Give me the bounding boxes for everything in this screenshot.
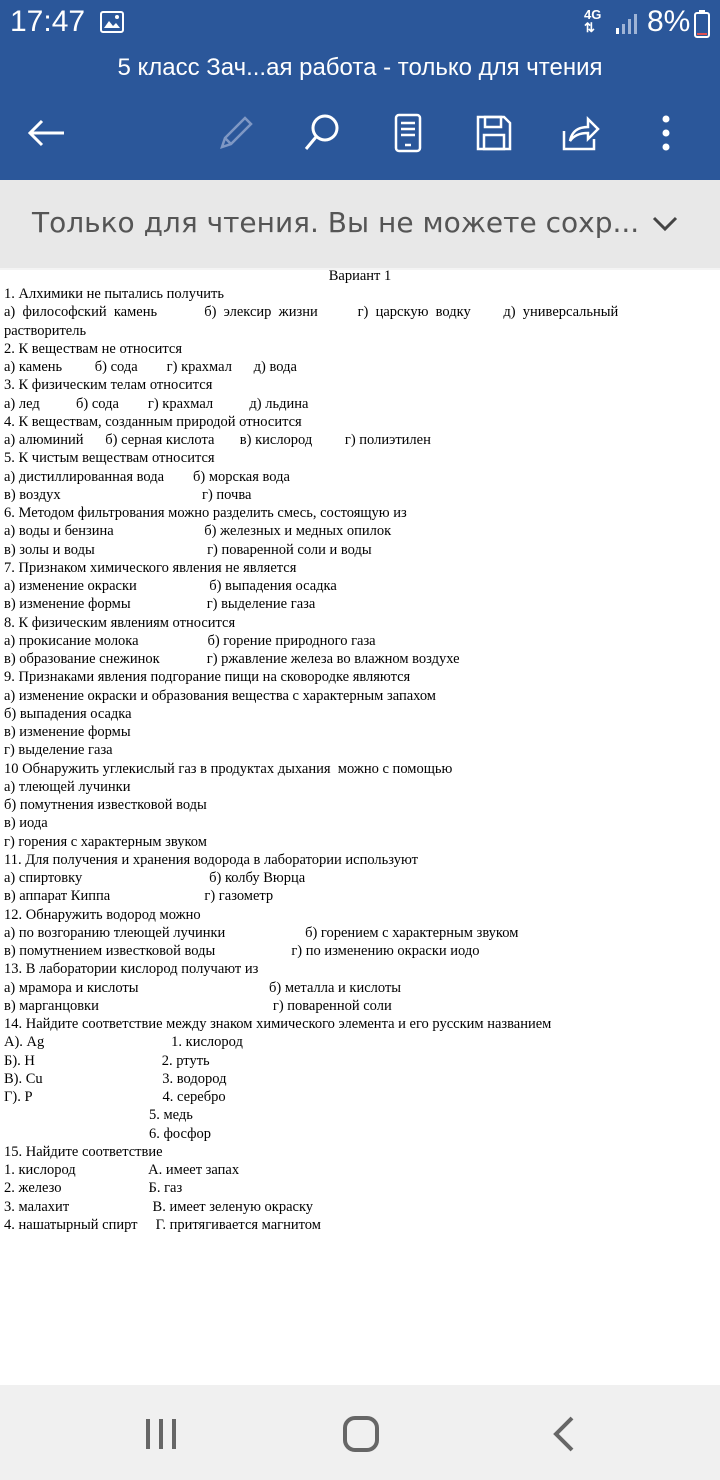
- document-line: 5. медь: [4, 1107, 193, 1124]
- network-type: 4G ⇅: [584, 7, 602, 35]
- document-page: [0, 270, 720, 1385]
- mobile-view-icon: [393, 113, 423, 153]
- back-arrow-icon: [26, 118, 66, 148]
- document-line: 9. Признаками явления подгорание пищи на сковородке являются: [4, 669, 411, 686]
- search-icon: [302, 113, 342, 153]
- network-label: 4G: [584, 7, 602, 22]
- banner-expand-button[interactable]: [648, 206, 682, 244]
- document-line: а) изменение окраски б) выпадения осадка: [4, 578, 337, 594]
- document-line: 6. фосфор: [4, 1125, 212, 1142]
- document-line: 5. К чистым веществам относится: [4, 450, 215, 467]
- banner-text: Только для чтения. Вы не можете сохр...: [32, 206, 640, 239]
- edit-button[interactable]: [212, 110, 260, 156]
- document-line: 14. Найдите соответствие между знаком химического элемента и его русским названием: [4, 1016, 552, 1032]
- document-line: А). Ag 1. кислород: [4, 1034, 243, 1051]
- more-options-button[interactable]: [642, 110, 690, 156]
- document-line: а) философский камень б) элексир жизни г) царскую водку д) универсальный: [4, 304, 619, 321]
- document-line: а) тлеющей лучинки: [4, 778, 131, 795]
- document-line: в) иода: [4, 815, 48, 832]
- document-line: 1. Алхимики не пытались получить: [4, 286, 224, 302]
- share-button[interactable]: [556, 110, 604, 156]
- document-line: а) мрамора и кислоты б) металла и кислоты: [4, 979, 402, 996]
- document-line: 4. К веществам, созданным природой относится: [4, 413, 302, 430]
- document-line: растворитель: [4, 322, 87, 339]
- home-icon: [342, 1415, 380, 1453]
- document-line: а) лед б) сода г) крахмал д) льдина: [4, 395, 309, 412]
- document-line: в) изменение формы: [4, 724, 131, 740]
- document-line: а) по возгоранию тлеющей лучинки б) горением с характерным звуком: [4, 924, 519, 941]
- document-line: в) аппарат Киппа г) газометр: [4, 888, 274, 905]
- pencil-icon: [216, 113, 256, 153]
- document-line: а) алюминий б) серная кислота в) кислород г) полиэтилен: [4, 432, 431, 448]
- document-line: а) воды и бензина б) железных и медных опилок: [4, 523, 392, 540]
- document-line: 13. В лаборатории кислород получают из: [4, 961, 259, 978]
- document-line: 7. Признаком химического явления не является: [4, 559, 297, 576]
- document-line: а) дистиллированная вода б) морская вода: [4, 468, 290, 485]
- back-nav-button[interactable]: [550, 1415, 580, 1457]
- document-line: 8. К физическим явлениям относится: [4, 614, 236, 631]
- document-line: 12. Обнаружить водород можно: [4, 906, 201, 923]
- document-line: 1. кислород А. имеет запах: [4, 1162, 240, 1178]
- document-line: а) изменение окраски и образования вещества с характерным запахом: [4, 687, 436, 704]
- document-line: в) изменение формы г) выделение газа: [4, 596, 316, 613]
- document-line: 2. К веществам не относится: [4, 340, 183, 357]
- document-line: 4. нашатырный спирт Г. притягивается магнитом: [4, 1216, 321, 1233]
- document-title: 5 класс Зач...ая работа - только для чтения: [117, 54, 603, 81]
- document-line: в) марганцовки г) поваренной соли: [4, 997, 392, 1014]
- gallery-notification-icon: [100, 11, 124, 37]
- signal-icon: [614, 12, 640, 40]
- recent-apps-icon: [138, 1417, 184, 1451]
- document-line: Г). P 4. серебро: [4, 1089, 226, 1105]
- document-line: а) прокисание молока б) горение природного газа: [4, 632, 376, 649]
- save-icon: [474, 113, 514, 153]
- document-line: В). Cu 3. водород: [4, 1070, 227, 1087]
- status-bar: [0, 0, 720, 46]
- share-icon: [560, 113, 600, 153]
- status-time: 17:47: [10, 5, 86, 38]
- document-line: в) помутнением известковой воды г) по изменению окраски иодо: [4, 943, 480, 959]
- system-nav-bar: [0, 1385, 720, 1480]
- app-header: [0, 0, 720, 180]
- document-line: в) воздух г) почва: [4, 486, 252, 503]
- document-line: 2. железо Б. газ: [4, 1180, 183, 1197]
- home-button[interactable]: [342, 1415, 380, 1457]
- document-line: а) камень б) сода г) крахмал д) вода: [4, 359, 297, 375]
- chevron-down-icon: [648, 206, 682, 240]
- document-line: 10 Обнаружить углекислый газ в продуктах дыхания можно с помощью: [4, 760, 453, 777]
- document-line: Б). H 2. ртуть: [4, 1052, 210, 1069]
- battery-icon: [694, 10, 710, 42]
- document-line: 3. К физическим телам относится: [4, 377, 213, 394]
- document-line: 6. Методом фильтрования можно разделить смесь, состоящую из: [4, 505, 407, 521]
- document-line: б) выпадения осадка: [4, 705, 132, 722]
- document-line: в) золы и воды г) поваренной соли и воды: [4, 541, 372, 558]
- battery-level: 8%: [647, 5, 691, 38]
- document-line: 15. Найдите соответствие: [4, 1143, 163, 1160]
- document-heading: Вариант 1: [328, 268, 392, 284]
- more-vertical-icon: [661, 113, 671, 153]
- document-line: 3. малахит В. имеет зеленую окраску: [4, 1198, 314, 1215]
- document-line: в) образование снежинок г) ржавление железа во влажном воздухе: [4, 651, 460, 667]
- recent-apps-button[interactable]: [138, 1417, 184, 1455]
- chevron-left-icon: [550, 1415, 580, 1453]
- document-line: 11. Для получения и хранения водорода в лаборатории используют: [4, 851, 418, 868]
- read-only-banner[interactable]: [0, 180, 720, 268]
- document-line: г) горения с характерным звуком: [4, 833, 207, 850]
- search-button[interactable]: [298, 110, 346, 156]
- document-line: г) выделение газа: [4, 742, 113, 759]
- save-button[interactable]: [470, 110, 518, 156]
- document-line: а) спиртовку б) колбу Вюрца: [4, 870, 306, 886]
- reading-view-button[interactable]: [384, 110, 432, 156]
- document-line: б) помутнения известковой воды: [4, 797, 207, 813]
- back-button[interactable]: [22, 110, 70, 156]
